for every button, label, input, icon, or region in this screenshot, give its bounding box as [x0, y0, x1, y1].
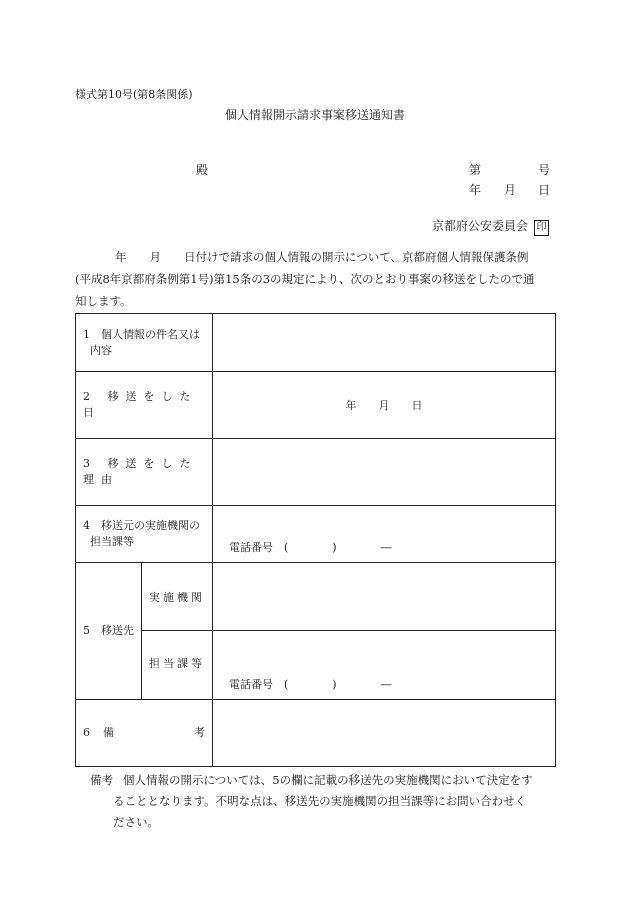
table-row: [76, 439, 556, 506]
transfer-reason-label: 3 移送をした理由: [76, 439, 213, 506]
body-line-1: 年 月 日付けで請求の個人情報の開示について、京都府個人情報保護条例: [115, 250, 529, 264]
issuer: [432, 217, 549, 236]
remarks-number: 6: [83, 726, 90, 739]
note-line-2: ることとなります。不明な点は、移送先の実施機関の担当課等にお問い合わせく: [113, 794, 527, 808]
table-row: [76, 700, 556, 767]
subject-label-2: 内容: [90, 343, 112, 357]
date-day: 日: [538, 183, 551, 197]
subject-label-cell: [76, 314, 213, 372]
subject-value-cell: [213, 314, 556, 372]
table-row: [76, 631, 556, 700]
transfer-date-label: 2 移送をした日: [76, 372, 213, 439]
note-line-1: [90, 770, 533, 790]
doc-number-go: 号: [538, 163, 551, 177]
document-title: 個人情報開示請求事案移送通知書: [225, 108, 406, 122]
doc-number-dai: 第: [469, 163, 482, 177]
origin-phone-cell: [213, 506, 556, 563]
transfer-date-text: 年 月 日: [345, 399, 423, 412]
body-line-3: 知します。: [75, 294, 132, 308]
origin-dept-label: 4 移送元の実施機関の: [83, 519, 200, 532]
table-row: [76, 372, 556, 439]
table-row: [76, 506, 556, 563]
body-line-2: (平成8年京都府条例第1号)第15条の3の規定により、次のとおり事案の移送をしたので通: [75, 272, 535, 286]
origin-dept-label-cell: [76, 506, 213, 563]
transfer-details-table: [75, 313, 556, 767]
table-row: [76, 563, 556, 631]
destination-label: 5 移送先: [76, 563, 142, 700]
origin-phone: 電話番号 ( ) ―: [229, 541, 392, 554]
remarks-label: [76, 700, 213, 767]
date-month: 月: [504, 183, 517, 197]
note-text-1: 個人情報の開示については、5の欄に記載の移送先の実施機関において決定をす: [123, 773, 533, 787]
destination-agency-value: [213, 563, 556, 631]
table-row: [76, 314, 556, 372]
date-year: 年: [469, 183, 482, 197]
remarks-char-2: 考: [194, 726, 205, 739]
origin-dept-label-2: 担当課等: [90, 535, 134, 548]
form-id: 様式第10号(第8条関係): [75, 88, 193, 101]
destination-agency-label: 実施機関: [142, 563, 213, 631]
transfer-reason-value: [213, 439, 556, 506]
destination-dept-label: 担当課等: [142, 631, 213, 700]
seal-stamp: 印: [534, 220, 549, 236]
remarks-char-1: 備: [103, 726, 114, 739]
issuer-name: 京都府公安委員会: [432, 219, 529, 233]
destination-phone: 電話番号 ( ) ―: [229, 678, 392, 691]
destination-phone-cell: [213, 631, 556, 700]
note-heading: 備考: [90, 773, 113, 787]
remarks-value: [213, 700, 556, 767]
addressee-suffix: 殿: [196, 163, 209, 177]
note-line-3: ださい。: [113, 815, 159, 829]
transfer-date-value: [213, 372, 556, 439]
subject-label: 1 個人情報の件名又は: [83, 327, 200, 341]
